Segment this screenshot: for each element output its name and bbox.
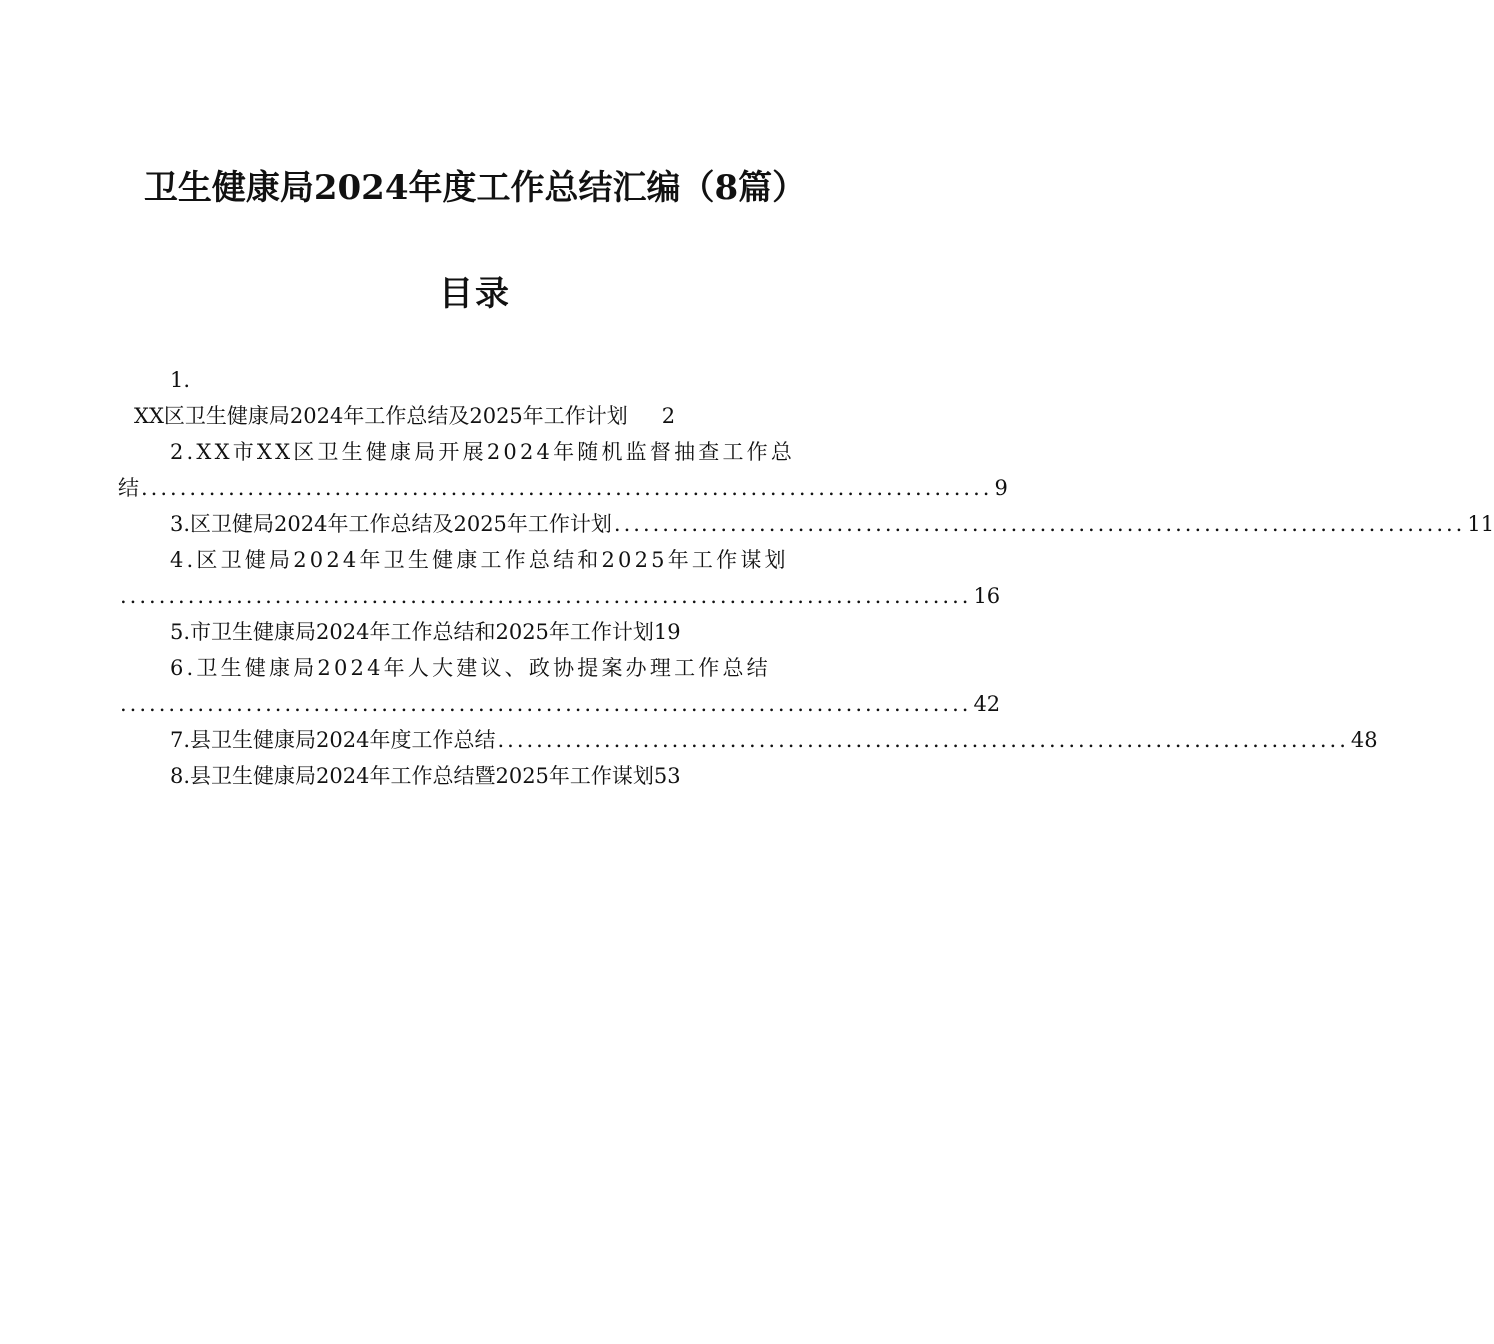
toc-entry-6-page: 42	[973, 692, 1001, 716]
toc-entry-1[interactable]	[134, 398, 794, 434]
toc-entry-1-page: 2	[661, 404, 676, 428]
toc-entry-5-title: 5.市卫生健康局2024年工作总结和2025年工作计划	[170, 620, 654, 644]
toc-entry-2-page: 9	[994, 476, 1008, 500]
toc-entry-2-line1[interactable]	[170, 434, 824, 470]
toc-entry-4-line2[interactable]	[118, 578, 1001, 614]
toc-entry-3-page: 11	[1467, 512, 1494, 536]
toc-entry-1-number: 1.	[170, 368, 191, 392]
toc-entry-2-title-line1: 2.XX市XX区卫生健康局开展2024年随机监督抽查工作总	[170, 440, 796, 464]
toc-entry-6-line1[interactable]	[170, 650, 824, 686]
toc-entry-8[interactable]	[170, 758, 780, 794]
toc-entry-2-title-line2: 结	[118, 476, 139, 500]
toc-entry-3-leader: ........................................................................................	[613, 512, 1466, 536]
document-title: 卫生健康局2024年度工作总结汇编（8篇）	[143, 168, 807, 208]
toc-entry-5[interactable]	[170, 614, 780, 650]
toc-entry-4-line1[interactable]	[170, 542, 824, 578]
toc-entry-3[interactable]	[170, 506, 1494, 542]
toc-entry-5-page: 19	[653, 620, 681, 644]
toc-entry-7-leader: ........................................................................................	[497, 728, 1349, 752]
toc-entry-6-title-line1: 6.卫生健康局2024年人大建议、政协提案办理工作总结	[170, 656, 771, 680]
toc-entry-1-title: XX区卫生健康局2024年工作总结及2025年工作计划	[134, 404, 628, 428]
toc-entry-8-title: 8.县卫生健康局2024年工作总结暨2025年工作谋划	[170, 764, 654, 788]
toc-entry-3-title: 3.区卫健局2024年工作总结及2025年工作计划	[170, 512, 612, 536]
toc-entry-7-page: 48	[1350, 728, 1378, 752]
toc-entry-7-title: 7.县卫生健康局2024年度工作总结	[170, 728, 496, 752]
toc-entry-4-leader: ........................................................................................	[120, 584, 972, 608]
toc-entry-6-line2[interactable]	[118, 686, 1001, 722]
toc-entry-7[interactable]	[170, 722, 1378, 758]
toc-entry-2-line2[interactable]	[118, 470, 1008, 506]
toc-heading: 目录	[439, 274, 511, 314]
toc-entry-4-title-line1: 4.区卫健局2024年卫生健康工作总结和2025年工作谋划	[170, 548, 789, 572]
toc-entry-4-page: 16	[973, 584, 1001, 608]
toc-entry-1-number-line[interactable]	[170, 362, 190, 398]
toc-entry-2-leader: ........................................................................................	[141, 476, 993, 500]
toc-entry-6-leader: ........................................................................................	[120, 692, 972, 716]
toc-entry-8-page: 53	[653, 764, 681, 788]
